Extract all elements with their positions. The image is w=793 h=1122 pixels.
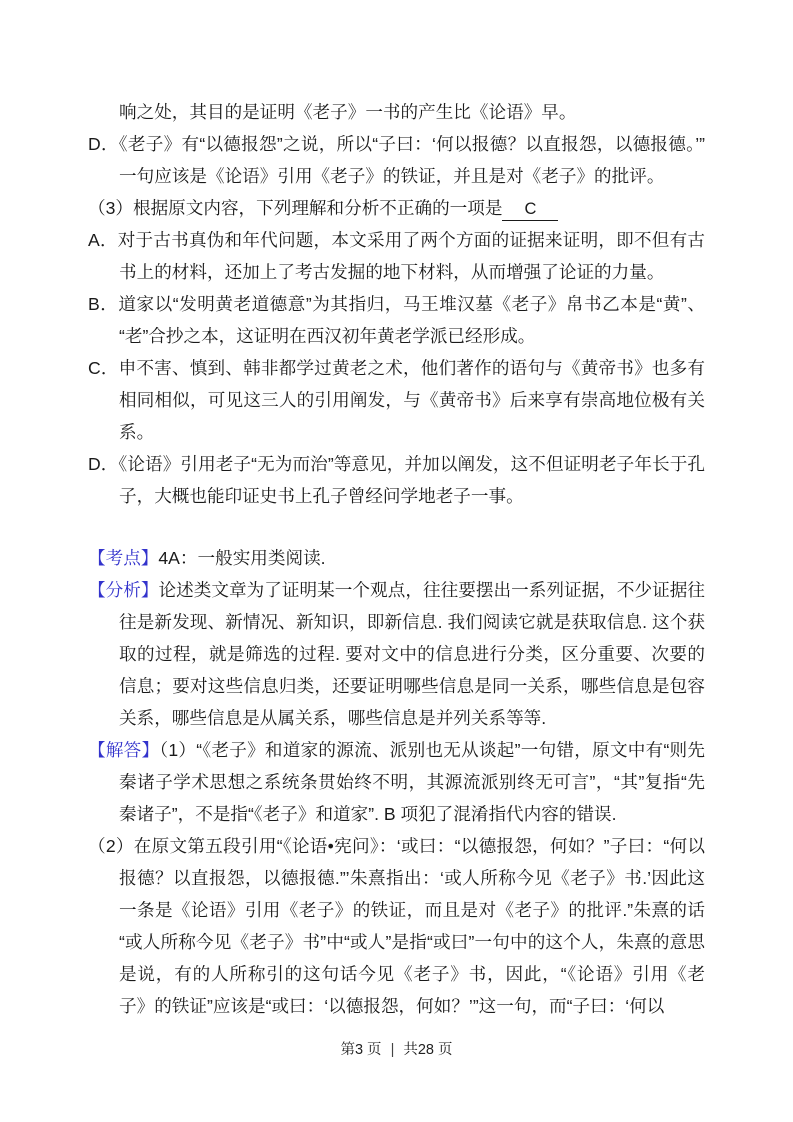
option-label: C． — [88, 358, 119, 378]
option-d-q2: D．《老子》有“以德报怨”之说，所以“子曰：‘何以报德？以直报怨，以德报德。’”一句应该是《论语》引用《老子》的铁证，并且是对《老子》的批评。 — [88, 134, 705, 186]
page-number: 第3 页 — [340, 1042, 382, 1058]
section-marker: 【分析】 — [88, 580, 159, 600]
option-label: B． — [88, 294, 119, 314]
option-c: C．申不害、慎到、韩非都学过黄老之术，他们著作的语句与《黄帝书》也多有相同相似，可见这三人的引用阐发，与《黄帝书》后来享有崇高地位极有关系。 — [88, 358, 705, 442]
option-b: B．道家以“发明黄老道德意”为其指归，马王堆汉墓《老子》帛书乙本是“黄”、“老”合抄之本，这证明在西汉初年黄老学派已经形成。 — [88, 294, 705, 346]
question-3: （3）根据原文内容，下列理解和分析不正确的一项是 C — [88, 192, 705, 224]
carryover-line: 响之处，其目的是证明《老子》一书的产生比《论语》早。 — [119, 102, 577, 122]
jieda-section-part1: 【解答】（1）“《老子》和道家的源流、派别也无从谈起”一句错，原文中有“则先秦诸子学术思想之系统条贯始终不明，其源流派别终无可言”，“其”复指“先秦诸子”，不是指“《老子》和道家”. B 项犯了混淆指代内容的错误. — [88, 740, 705, 824]
document-content — [88, 96, 705, 1022]
option-label: D． — [88, 134, 119, 154]
fenxi-section: 【分析】论述类文章为了证明某一个观点，往往要摆出一系列证据，不少证据往往是新发现、新情况、新知识，即新信息. 我们阅读它就是获取信息. 这个获取的过程，就是筛选的过程. 要对文中的信息进行分类，区分重要、次要的信息；要对这些信息归类，还要证明哪些信息是同一关系，哪些信息是包容关系，哪些信息是从属关系，哪些信息是并列关系等等. — [88, 580, 705, 728]
footer-separator: | — [390, 1042, 395, 1058]
option-label: D． — [88, 454, 119, 474]
page-footer — [0, 1038, 793, 1059]
section-marker: 【考点】 — [88, 548, 159, 568]
option-label: A． — [88, 230, 118, 250]
section-marker: 【解答】 — [88, 740, 160, 760]
section-gap — [88, 512, 705, 542]
total-pages: 共28 页 — [403, 1042, 453, 1058]
option-a: A．对于古书真伪和年代问题，本文采用了两个方面的证据来证明，即不但有古书上的材料，还加上了考古发掘的地下材料，从而增强了论证的力量。 — [88, 230, 705, 282]
jieda-section-part2: （2）在原文第五段引用“《论语•宪问》：‘或曰：“以德报怨，何如？”子曰：“何以报德？以直报怨，以德报德.”’朱熹指出：‘或人所称今见《老子》书.’因此这一条是《论语》引用《老子》的铁证，而且是对《老子》的批评.”朱熹的话“或人所称今见《老子》书”中“或人”是指“或曰”一句中的这个人，朱熹的意思是说，有的人所称引的这句话今见《老子》书，因此，“《论语》引用《老子》的铁证”应该是“或曰：‘以德报怨，何如？’”这一句，而“子曰：‘何以 — [88, 836, 705, 1016]
option-d: D．《论语》引用老子“无为而治”等意见，并加以阐发，这不但证明老子年长于孔子，大概也能印证史书上孔子曾经问学地老子一事。 — [88, 454, 705, 506]
kaodian-section: 【考点】4A：一般实用类阅读. — [88, 548, 326, 568]
answer-blank: C — [502, 198, 558, 221]
